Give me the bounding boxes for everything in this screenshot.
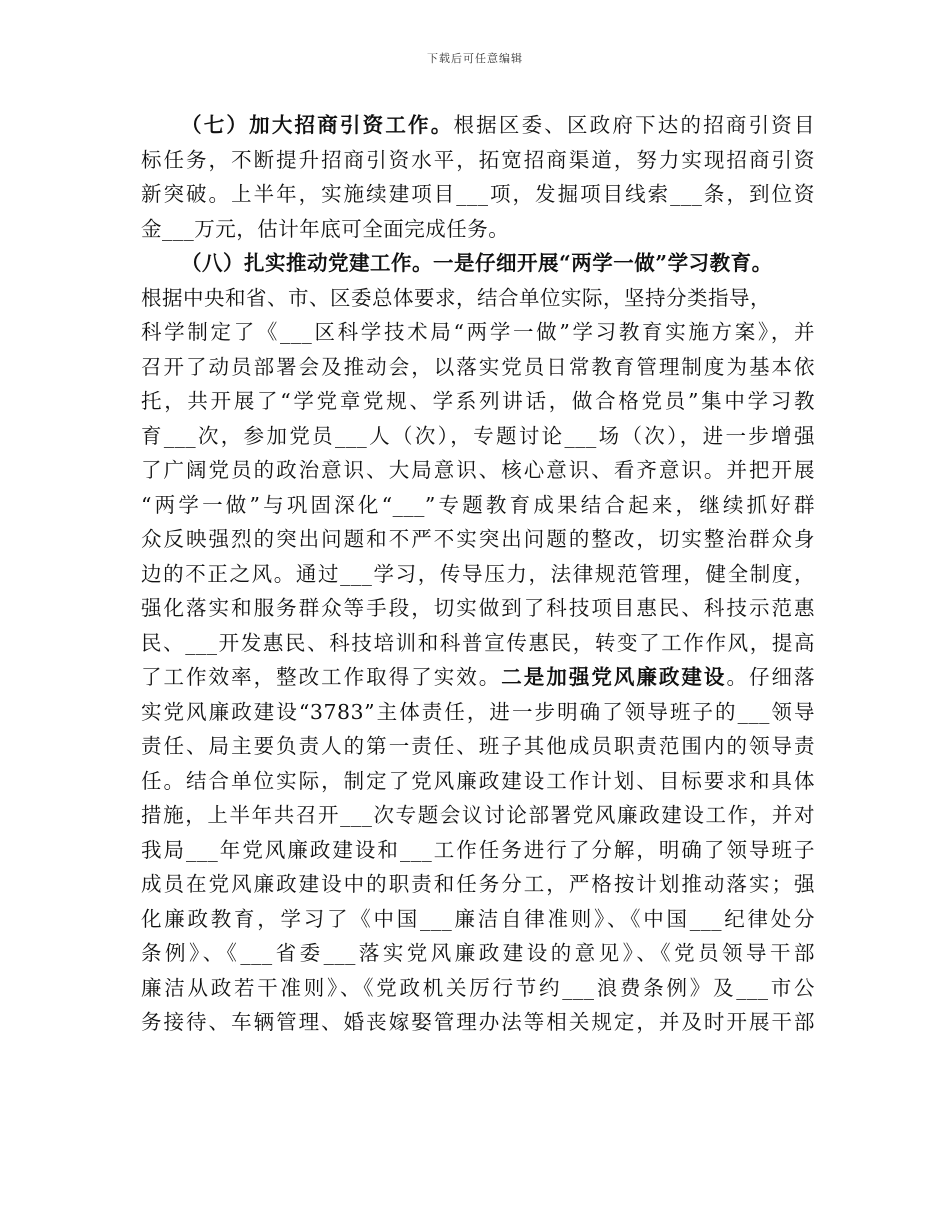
text-segment: 化廉政教育，学习了《中国___廉洁自律准则》、《中国___纪律处分 [141,906,815,931]
text-segment: 务接待、车辆管理、婚丧嫁娶管理办法等相关规定，并及时开展干部 [141,1010,815,1034]
text-line [141,108,815,143]
text-line [141,660,815,695]
text-line [141,281,815,316]
text-segment: 责任、局主要负责人的第一责任、班子其他成员职责范围内的领导责 [141,734,815,758]
text-line [141,936,815,971]
text-line [141,626,815,661]
text-segment: 托，共开展了“学党章党规、学系列讲话，做合格党员”集中学习教 [141,389,815,413]
text-line [141,384,815,419]
text-line [141,488,815,523]
text-line [141,729,815,764]
text-segment: 科学制定了《___区科学技术局“两学一做”学习教育实施方案》，并 [141,320,815,344]
bold-text-segment: （七）加大招商引资工作。 [181,113,454,137]
text-line [141,557,815,592]
text-segment: 根据中央和省、市、区委总体要求，结合单位实际，坚持分类指导， [141,285,771,310]
text-segment: 标任务，不断提升招商引资水平，拓宽招商渠道，努力实现招商引资 [141,147,815,172]
text-line [141,143,815,178]
text-segment: 育___次，参加党员___人（次），专题讨论___场（次），进一步增强 [141,423,815,448]
text-line [141,522,815,557]
text-segment: 了工作效率，整改工作取得了实效。 [141,665,502,689]
text-segment: 民、___开发惠民、科技培训和科普宣传惠民，转变了工作作风，提高 [141,630,815,655]
text-line [141,177,815,212]
text-segment: 金___万元，估计年底可全面完成任务。 [141,216,510,241]
text-segment: 成员在党风廉政建设中的职责和任务分工，严格按计划推动落实；强 [141,872,815,896]
text-segment: 新突破。上半年，实施续建项目___项，发掘项目线索___条，到位资 [141,182,815,206]
text-line [141,212,815,247]
document-body [141,108,815,1040]
text-segment: “两学一做”与巩固深化“___”专题教育成果结合起来，继续抓好群 [141,492,815,517]
bold-text-segment: （八）扎实推动党建工作。一是仔细开展“两学一做”学习教育。 [181,251,773,275]
text-segment: 任。结合单位实际，制定了党风廉政建设工作计划、目标要求和具体 [141,768,815,793]
text-line [141,798,815,833]
text-segment: 根据区委、区政府下达的招商引资目 [453,113,816,137]
text-segment: 我局___年党风廉政建设和___工作任务进行了分解，明确了领导班子 [141,837,815,862]
text-segment: 。仔细落 [726,665,816,689]
text-line [141,867,815,902]
page-header-caption: 下载后可任意编辑 [427,52,523,65]
text-segment: 召开了动员部署会及推动会，以落实党员日常教育管理制度为基本依 [141,354,815,379]
text-segment: 条例》、《___省委___落实党风廉政建设的意见》、《党员领导干部 [141,941,815,965]
text-line [141,1005,815,1040]
text-line [141,453,815,488]
text-segment: 措施，上半年共召开___次专题会议讨论部署党风廉政建设工作，并对 [141,803,815,827]
text-line [141,246,815,281]
text-line [141,695,815,730]
text-segment: 众反映强烈的突出问题和不严不实突出问题的整改，切实整治群众身 [141,527,815,551]
text-line [141,902,815,937]
bold-text-segment: 二是加强党风廉政建设 [501,665,727,689]
text-line [141,315,815,350]
text-line [141,833,815,868]
text-segment: 廉洁从政若干准则》、《党政机关厉行节约___浪费条例》及___市公 [141,975,815,1000]
text-line [141,350,815,385]
text-segment: 强化落实和服务群众等手段，切实做到了科技项目惠民、科技示范惠 [141,596,815,620]
text-segment: 边的不正之风。通过___学习，传导压力，法律规范管理，健全制度， [141,561,815,586]
text-line [141,419,815,454]
text-line [141,764,815,799]
text-line [141,971,815,1006]
text-segment: 实党风廉政建设“3783”主体责任，进一步明确了领导班子的___领导 [141,699,815,724]
text-segment: 了广阔党员的政治意识、大局意识、核心意识、看齐意识。并把开展 [141,458,815,482]
text-line [141,591,815,626]
